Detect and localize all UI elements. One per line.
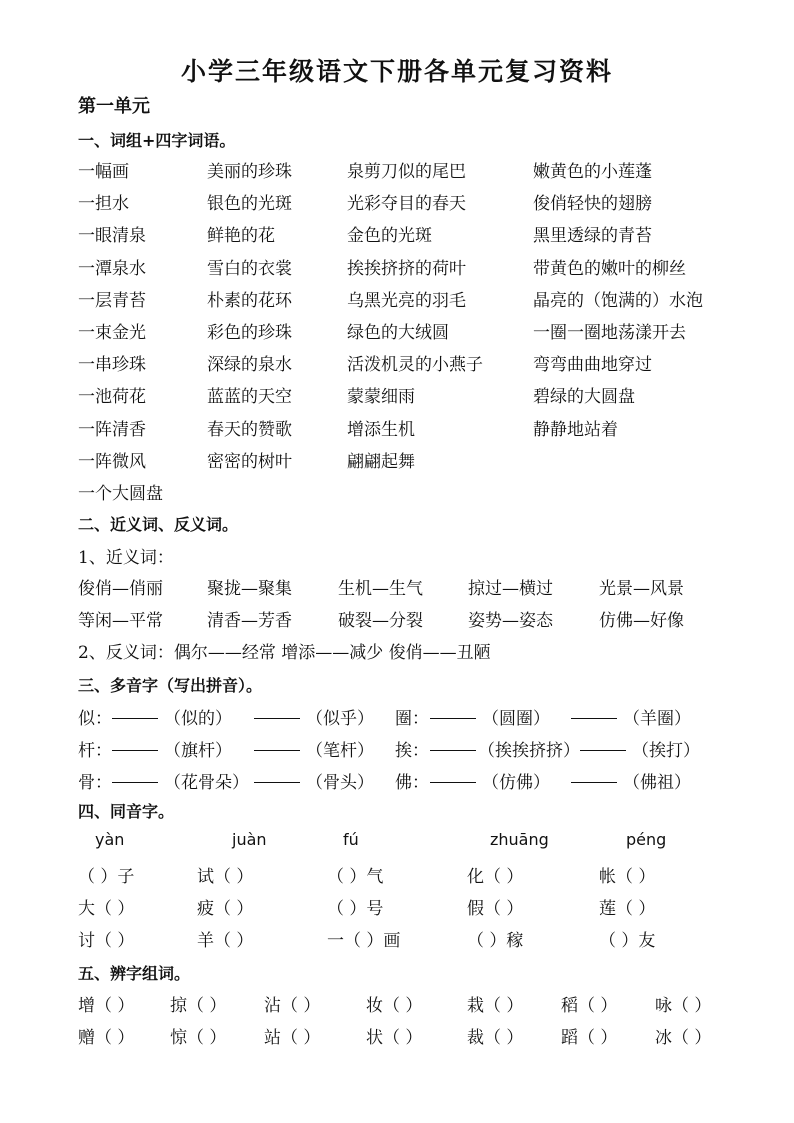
section-2-heading: 二、近义词、反义词。 — [78, 515, 239, 534]
synonym-pair: 等闲—平常 — [78, 611, 163, 631]
polyphone-word: （羊圈） — [623, 709, 691, 729]
phrase-cell: 一担水 — [78, 194, 129, 215]
pinyin-blank[interactable] — [430, 768, 476, 788]
polyphone-word: （挨挨挤挤） — [478, 741, 580, 761]
polyphone-char: 似： — [78, 709, 112, 729]
homophone-blank: 讨（ ） — [78, 931, 135, 951]
phrase-cell: 翩翩起舞 — [347, 451, 415, 472]
phrase-cell: 一阵清香 — [78, 419, 146, 440]
polyphone-word: （似乎） — [306, 709, 374, 729]
phrase-cell: 静静地站着 — [533, 419, 618, 440]
homophone-blank: （ ）号 — [327, 899, 384, 919]
char-blank: 妆（ ） — [366, 996, 423, 1016]
phrase-cell: 带黄色的嫩叶的柳丝 — [533, 258, 686, 279]
phrase-cell: 雪白的衣裳 — [207, 258, 292, 279]
pinyin-label: péng — [626, 830, 667, 849]
synonym-pair: 聚拢—聚集 — [207, 579, 292, 599]
homophone-blank: 莲（ ） — [599, 899, 656, 919]
page-title: 小学三年级语文下册各单元复习资料 — [180, 57, 613, 86]
phrase-cell: 黑里透绿的青苔 — [533, 226, 652, 247]
polyphone-word: （圆圈） — [482, 709, 550, 729]
char-blank: 赠（ ） — [78, 1028, 135, 1048]
polyphone-word: （似的） — [164, 709, 232, 729]
char-blank: 惊（ ） — [170, 1028, 227, 1048]
phrase-cell: 春天的赞歌 — [207, 419, 292, 440]
homophone-blank: 假（ ） — [467, 899, 524, 919]
pinyin-blank[interactable] — [571, 704, 617, 724]
pinyin-blank[interactable] — [430, 736, 476, 756]
pinyin-blank[interactable] — [112, 736, 158, 756]
char-blank: 掠（ ） — [170, 996, 227, 1016]
char-blank: 沾（ ） — [264, 996, 321, 1016]
synonym-pair: 仿佛—好像 — [599, 611, 684, 631]
phrase-cell: 增添生机 — [347, 419, 415, 440]
synonym-pair: 俊俏—俏丽 — [78, 579, 163, 599]
homophone-blank: 帐（ ） — [599, 867, 656, 887]
phrase-cell: 一层青苔 — [78, 290, 146, 311]
pinyin-blank[interactable] — [254, 768, 300, 788]
phrase-cell: 乌黑光亮的羽毛 — [347, 290, 466, 311]
char-blank: 增（ ） — [78, 996, 135, 1016]
phrase-cell: 银色的光斑 — [207, 194, 292, 215]
phrase-cell: 弯弯曲曲地穿过 — [533, 355, 652, 376]
char-blank: 咏（ ） — [655, 996, 712, 1016]
phrase-cell: 密密的树叶 — [207, 451, 292, 472]
phrase-cell: 碧绿的大圆盘 — [533, 387, 635, 408]
phrase-cell: 光彩夺目的春天 — [347, 194, 466, 215]
phrase-cell: 泉剪刀似的尾巴 — [347, 162, 466, 182]
polyphone-word: （旗杆） — [164, 741, 232, 761]
homophone-blank: 试（ ） — [197, 867, 254, 887]
homophone-blank: （ ）气 — [327, 867, 384, 887]
phrase-cell: 美丽的珍珠 — [207, 162, 292, 182]
char-blank: 状（ ） — [366, 1028, 423, 1048]
phrase-cell: 活泼机灵的小燕子 — [347, 355, 483, 376]
polyphone-word: （花骨朵） — [164, 773, 249, 793]
phrase-cell: 晶亮的（饱满的）水泡 — [533, 290, 703, 311]
phrase-cell: 朴素的花环 — [207, 290, 292, 311]
char-blank: 裁（ ） — [467, 1028, 524, 1048]
polyphone-word: （骨头） — [306, 773, 374, 793]
pinyin-label: fú — [343, 830, 359, 849]
phrase-cell: 挨挨挤挤的荷叶 — [347, 258, 466, 279]
antonym-line: 2、反义词：偶尔——经常 增添——减少 俊俏——丑陋 — [78, 643, 491, 663]
phrase-cell: 绿色的大绒圆 — [347, 323, 449, 343]
unit-heading: 第一单元 — [78, 96, 150, 117]
section-4-heading: 四、同音字。 — [78, 802, 175, 821]
char-blank: 站（ ） — [264, 1028, 321, 1048]
phrase-cell: 一串珍珠 — [78, 355, 146, 376]
polyphone-char: 杆： — [78, 741, 112, 761]
homophone-blank: 一（ ）画 — [327, 931, 401, 951]
homophone-blank: （ ）子 — [78, 867, 135, 887]
phrase-cell: 深绿的泉水 — [207, 355, 292, 376]
pinyin-blank[interactable] — [254, 704, 300, 724]
synonym-pair: 清香—芳香 — [207, 611, 292, 631]
pinyin-blank[interactable] — [571, 768, 617, 788]
homophone-blank: 羊（ ） — [197, 931, 254, 951]
phrase-cell: 嫩黄色的小莲蓬 — [533, 162, 652, 182]
polyphone-char: 挨： — [395, 741, 429, 761]
phrase-cell: 一池荷花 — [78, 387, 146, 408]
phrase-cell: 彩色的珍珠 — [207, 323, 292, 343]
synonym-pair: 掠过—横过 — [468, 579, 553, 599]
synonym-pair: 破裂—分裂 — [338, 611, 423, 631]
polyphone-word: （仿佛） — [482, 773, 550, 793]
char-blank: 栽（ ） — [467, 996, 524, 1016]
synonym-pair: 姿势—姿态 — [468, 611, 553, 631]
pinyin-label: zhuāng — [490, 830, 549, 849]
phrase-cell: 蒙蒙细雨 — [347, 387, 415, 408]
polyphone-char: 骨： — [78, 773, 112, 793]
polyphone-char: 佛： — [395, 773, 429, 793]
homophone-blank: 疲（ ） — [197, 899, 254, 919]
phrase-cell: 金色的光斑 — [347, 226, 432, 247]
phrase-cell: 一束金光 — [78, 323, 146, 343]
homophone-blank: （ ）稼 — [467, 931, 524, 951]
pinyin-label: juàn — [232, 830, 267, 849]
polyphone-char: 圈： — [395, 709, 429, 729]
pinyin-blank[interactable] — [112, 768, 158, 788]
phrase-cell: 蓝蓝的天空 — [207, 387, 292, 408]
homophone-blank: （ ）友 — [599, 931, 656, 951]
phrase-cell: 一眼清泉 — [78, 226, 146, 247]
polyphone-word: （笔杆） — [306, 741, 374, 761]
pinyin-blank[interactable] — [254, 736, 300, 756]
homophone-blank: 大（ ） — [78, 899, 135, 919]
char-blank: 蹈（ ） — [561, 1028, 618, 1048]
polyphone-word: （佛祖） — [623, 773, 691, 793]
phrase-cell: 一幅画 — [78, 162, 129, 182]
section-5-heading: 五、辨字组词。 — [78, 964, 191, 983]
pinyin-blank[interactable] — [580, 736, 626, 756]
pinyin-label: yàn — [95, 830, 125, 849]
char-blank: 冰（ ） — [655, 1028, 712, 1048]
phrase-cell: 一个大圆盘 — [78, 484, 163, 504]
polyphone-word: （挨打） — [632, 741, 700, 761]
phrase-cell: 鲜艳的花 — [207, 226, 275, 247]
section-3-heading: 三、多音字（写出拼音）。 — [78, 676, 263, 695]
synonym-pair: 光景—风景 — [599, 579, 684, 599]
phrase-cell: 一阵微风 — [78, 451, 146, 472]
synonym-pair: 生机—生气 — [338, 579, 423, 599]
phrase-cell: 一圈一圈地荡漾开去 — [533, 323, 686, 343]
section-1-heading: 一、词组+四字词语。 — [78, 131, 236, 150]
synonym-label: 1、近义词： — [78, 548, 174, 568]
phrase-cell: 俊俏轻快的翅膀 — [533, 194, 652, 215]
char-blank: 稻（ ） — [561, 996, 618, 1016]
pinyin-blank[interactable] — [112, 704, 158, 724]
phrase-cell: 一潭泉水 — [78, 258, 146, 279]
pinyin-blank[interactable] — [430, 704, 476, 724]
homophone-blank: 化（ ） — [467, 867, 524, 887]
